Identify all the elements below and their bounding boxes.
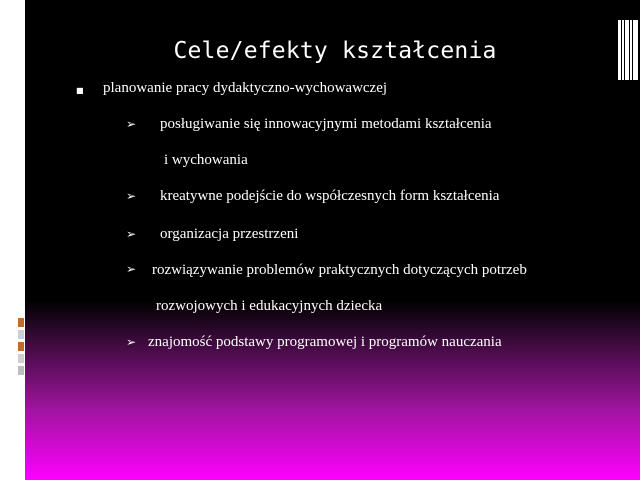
list-item-continuation: rozwojowych i edukacyjnych dziecka (156, 298, 383, 314)
arrow-bullet-icon: ➢ (126, 335, 137, 349)
list-item: organizacja przestrzeni (160, 226, 299, 242)
left-margin-strip (0, 0, 25, 480)
slide-title: Cele/efekty kształcenia (173, 38, 497, 64)
list-item: posługiwanie się innowacyjnymi metodami kształcenia (160, 116, 492, 132)
list-item: rozwiązywanie problemów praktycznych dotyczących potrzeb (152, 262, 527, 278)
arrow-bullet-icon: ➢ (126, 189, 137, 203)
list-item-continuation: i wychowania (164, 152, 248, 168)
arrow-bullet-icon: ➢ (126, 227, 137, 241)
arrow-bullet-icon: ➢ (126, 117, 137, 131)
list-item: kreatywne podejście do współczesnych form kształcenia (160, 188, 500, 204)
list-item: znajomość podstawy programowej i programów nauczania (148, 334, 502, 350)
decorative-squares-left (18, 318, 24, 375)
main-bullet-text: planowanie pracy dydaktyczno-wychowawczej (103, 80, 388, 96)
arrow-bullet-icon: ➢ (126, 262, 137, 276)
square-bullet-icon: ■ (76, 86, 84, 95)
